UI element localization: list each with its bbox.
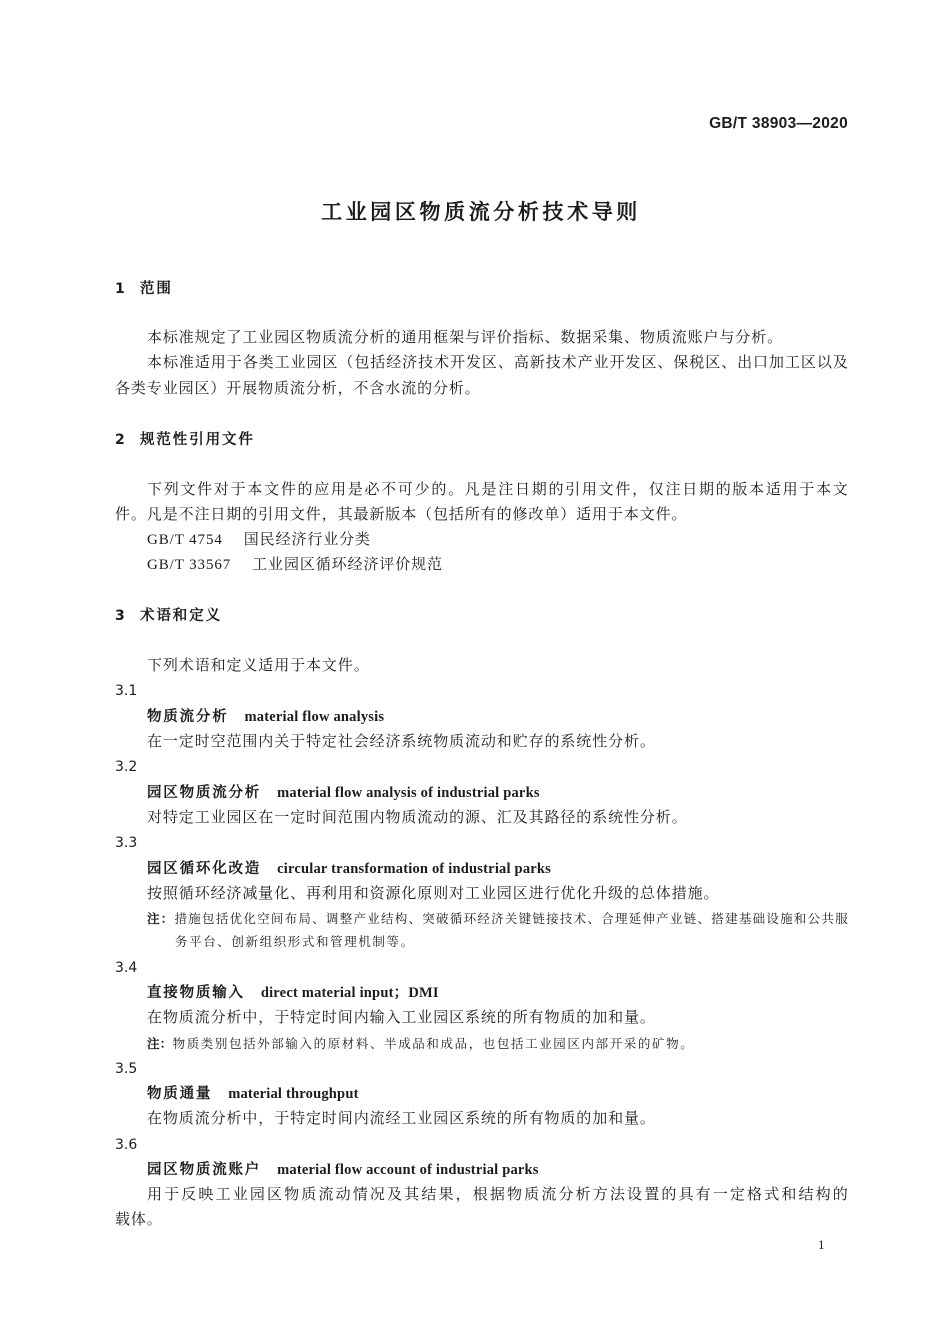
- term-line: [147, 1160, 539, 1180]
- reference-code: GB/T 33567: [147, 557, 232, 573]
- term-number: 3.2: [115, 759, 138, 775]
- term-english: material flow analysis: [244, 709, 385, 725]
- term-3-1: [0, 681, 950, 753]
- note-line: 务平台、创新组织形式和管理机制等。: [175, 935, 415, 949]
- definition-line: 在一定时空范围内关于特定社会经济系统物质流动和贮存的系统性分析。: [147, 734, 656, 750]
- section-number: 3: [115, 608, 125, 624]
- term-english: material throughput: [228, 1086, 359, 1102]
- term-english: direct material input；DMI: [260, 985, 439, 1001]
- document-title: 工业园区物质流分析技术导则: [321, 200, 641, 224]
- reference-entry: [147, 529, 371, 551]
- term-3-6: [0, 1135, 950, 1231]
- definition-line: 在物质流分析中，于特定时间内流经工业园区系统的所有物质的加和量。: [147, 1111, 656, 1127]
- term-number: 3.6: [115, 1137, 138, 1153]
- term-line: [147, 783, 540, 803]
- term-english: material flow account of industrial parks: [277, 1162, 539, 1178]
- note-line: [147, 1035, 694, 1053]
- section-number: 2: [115, 432, 125, 448]
- definition-line: 按照循环经济减量化、再利用和资源化原则对工业园区进行优化升级的总体措施。: [147, 886, 720, 902]
- note-text: 物质类别包括外部输入的原材料、半成品和成品，也包括工业园区内部开采的矿物。: [172, 1037, 695, 1051]
- paragraph-line: 各类专业园区）开展物质流分析，不含水流的分析。: [115, 381, 481, 397]
- note-label: 注：: [147, 911, 175, 926]
- term-chinese: 物质流分析: [147, 709, 229, 725]
- definition-line: 在物质流分析中，于特定时间内输入工业园区系统的所有物质的加和量。: [147, 1010, 656, 1026]
- paragraph-line: 件。凡是不注日期的引用文件，其最新版本（包括所有的修改单）适用于本文件。: [115, 507, 688, 523]
- section-title: 规范性引用文件: [140, 432, 255, 448]
- reference-code: GB/T 4754: [147, 532, 223, 548]
- section-3-terms-and-definitions: [0, 606, 950, 1231]
- section-1-scope: [0, 279, 950, 400]
- section-heading: [115, 430, 255, 450]
- note-label: 注：: [147, 1036, 173, 1051]
- page-number: 1: [818, 1237, 825, 1252]
- paragraph-line: 本标准规定了工业园区物质流分析的通用框架与评价指标、数据采集、物质流账户与分析。: [147, 330, 784, 346]
- definition-line: 用于反映工业园区物质流动情况及其结果，根据物质流分析方法设置的具有一定格式和结构的: [147, 1187, 848, 1203]
- definition-line: 载体。: [115, 1212, 163, 1228]
- section-number: 1: [115, 281, 125, 297]
- term-line: [147, 1084, 359, 1104]
- section-title: 术语和定义: [140, 608, 222, 624]
- standard-number: GB/T 38903—2020: [709, 115, 848, 132]
- term-chinese: 直接物质输入: [147, 985, 245, 1001]
- note-text: 措施包括优化空间布局、调整产业结构、突破循环经济关键链接技术、合理延伸产业链、搭建基础设施和公共服: [174, 912, 848, 926]
- section-2-normative-references: [0, 430, 950, 576]
- term-number: 3.3: [115, 835, 138, 851]
- term-line: [147, 707, 384, 727]
- term-chinese: 园区物质流分析: [147, 785, 262, 801]
- section-heading: [115, 606, 222, 626]
- term-3-4: [0, 958, 950, 1053]
- term-3-3: [0, 833, 950, 951]
- paragraph-line: 本标准适用于各类工业园区（包括经济技术开发区、高新技术产业开发区、保税区、出口加工区以及: [147, 355, 848, 371]
- term-number: 3.4: [115, 960, 138, 976]
- term-line: [147, 983, 439, 1003]
- reference-entry: [147, 554, 443, 576]
- reference-title: 国民经济行业分类: [243, 532, 371, 548]
- term-chinese: 园区循环化改造: [147, 861, 262, 877]
- term-number: 3.1: [115, 683, 138, 699]
- note-line: [147, 910, 848, 928]
- term-english: material flow analysis of industrial parks: [277, 785, 540, 801]
- term-number: 3.5: [115, 1061, 138, 1077]
- term-english: circular transformation of industrial parks: [277, 861, 552, 877]
- section-title: 范围: [140, 281, 173, 297]
- paragraph-line: 下列文件对于本文件的应用是必不可少的。凡是注日期的引用文件，仅注日期的版本适用于本文: [147, 482, 848, 498]
- term-chinese: 物质通量: [147, 1086, 213, 1102]
- term-line: [147, 859, 551, 879]
- term-3-2: [0, 757, 950, 829]
- term-3-5: [0, 1059, 950, 1130]
- definition-line: 对特定工业园区在一定时间范围内物质流动的源、汇及其路径的系统性分析。: [147, 810, 688, 826]
- term-chinese: 园区物质流账户: [147, 1162, 262, 1178]
- section-heading: [115, 279, 173, 299]
- reference-title: 工业园区循环经济评价规范: [252, 557, 443, 573]
- paragraph-line: 下列术语和定义适用于本文件。: [147, 658, 370, 674]
